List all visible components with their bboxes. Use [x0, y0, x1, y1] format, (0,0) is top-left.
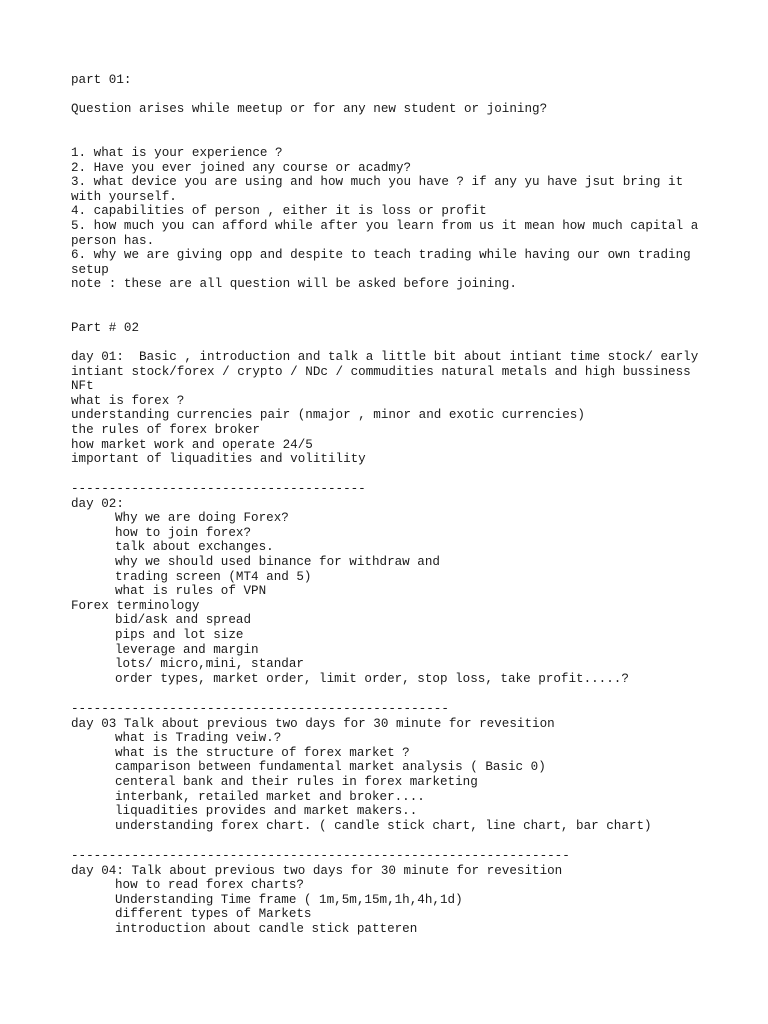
day4-item: how to read forex charts? — [115, 878, 304, 893]
separator-line: ------------------------------------------------------------------ — [71, 849, 570, 863]
day3-item: what is the structure of forex market ? — [115, 745, 410, 760]
day1-line: what is forex ? — [71, 393, 185, 408]
day3-item: understanding forex chart. ( candle stick chart, line chart, bar chart) — [115, 818, 652, 833]
day4-item: different types of Markets — [115, 907, 312, 922]
terminology-item: lots/ micro,mini, standar — [115, 657, 304, 672]
part1-heading: part 01: — [71, 73, 132, 87]
day3-item: camparison between fundamental market analysis ( Basic 0) — [115, 760, 546, 775]
question-item: setup — [71, 262, 109, 277]
terminology-item: leverage and margin — [115, 642, 259, 657]
separator-line: -------------------------------------------------- — [71, 702, 449, 716]
question-item: 6. why we are giving opp and despite to teach trading while having our own trading — [71, 248, 691, 263]
day1-line: important of liquadities and volitility — [71, 452, 366, 467]
day3-item: centeral bank and their rules in forex marketing — [115, 775, 478, 789]
question-item: 1. what is your experience ? — [71, 146, 283, 160]
day4-item: Understanding Time frame ( 1m,5m,15m,1h,4h,1d) — [115, 892, 463, 907]
day1-line: how market work and operate 24/5 — [71, 437, 313, 452]
day2-item: Why we are doing Forex? — [115, 511, 289, 526]
part1-question: Question arises while meetup or for any new student or joining? — [71, 102, 548, 116]
question-item: 4. capabilities of person , either it is loss or profit — [71, 204, 487, 219]
day1-line: intiant stock/forex / crypto / NDc / commudities natural metals and high bussiness — [71, 364, 691, 379]
day3-item: liquadities provides and market makers.. — [115, 804, 418, 819]
terminology-heading: Forex terminology — [71, 598, 200, 613]
terminology-item: pips and lot size — [115, 628, 244, 642]
day2-item: why we should used binance for withdraw and — [115, 555, 440, 569]
question-item: 2. Have you ever joined any course or acadmy? — [71, 160, 412, 175]
day1-line: NFt — [71, 379, 94, 394]
part1-note: note : these are all question will be asked before joining. — [71, 277, 517, 292]
day2-item: trading screen (MT4 and 5) — [115, 569, 312, 584]
day3-heading: day 03 Talk about previous two days for 30 minute for revesition — [71, 716, 555, 731]
question-item: person has. — [71, 233, 155, 248]
question-item: 5. how much you can afford while after you learn from us it mean how much capital a — [71, 219, 699, 233]
day4-heading: day 04: Talk about previous two days for 30 minute for revesition — [71, 863, 563, 878]
question-item: with yourself. — [71, 189, 177, 204]
day1-line: day 01: Basic , introduction and talk a little bit about intiant time stock/ early — [71, 350, 699, 364]
part2-heading: Part # 02 — [71, 321, 140, 335]
day1-line: understanding currencies pair (nmajor , minor and exotic currencies) — [71, 408, 585, 423]
day4-item: introduction about candle stick patteren — [115, 922, 418, 936]
separator-line: --------------------------------------- — [71, 482, 366, 496]
day3-item: interbank, retailed market and broker.... — [115, 789, 425, 804]
terminology-item: order types, market order, limit order, stop loss, take profit.....? — [115, 671, 629, 686]
day2-item: talk about exchanges. — [115, 540, 274, 555]
day2-item: how to join forex? — [115, 525, 252, 540]
day3-item: what is Trading veiw.? — [115, 731, 282, 746]
day2-heading: day 02: — [71, 496, 124, 511]
day2-item: what is rules of VPN — [115, 584, 267, 599]
terminology-item: bid/ask and spread — [115, 613, 252, 628]
day1-line: the rules of forex broker — [71, 423, 260, 437]
question-item: 3. what device you are using and how much you have ? if any yu have jsut bring it — [71, 175, 684, 190]
